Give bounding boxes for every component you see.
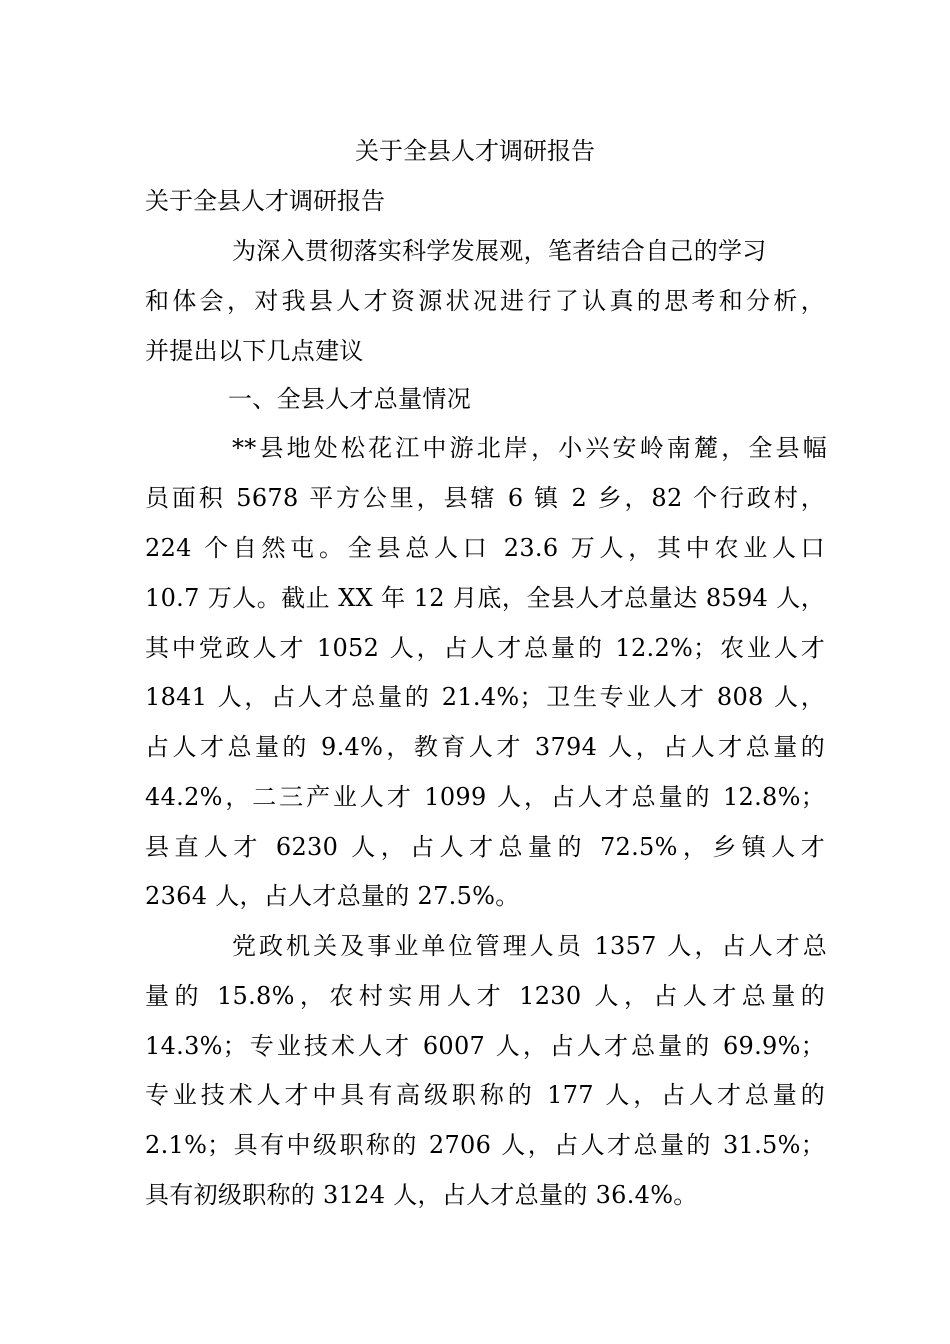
paragraph-line: 44.2%，二三产业人才 1099 人，占人才总量的 12.8%； [145,783,825,811]
section-heading: 一、全县人才总量情况 [228,385,471,413]
paragraph-line: 县直人才 6230 人，占人才总量的 72.5%，乡镇人才 [145,833,825,861]
paragraph-line: 224 个自然屯。全县总人口 23.6 万人，其中农业人口 [145,534,825,562]
paragraph-line: 2364 人，占人才总量的 27.5%。 [145,882,520,910]
paragraph-line: 占人才总量的 9.4%，教育人才 3794 人，占人才总量的 [145,733,825,761]
paragraph-line: 其中党政人才 1052 人，占人才总量的 12.2%；农业人才 [145,634,825,662]
paragraph-line: 10.7 万人。截止 XX 年 12 月底，全县人才总量达 8594 人， [145,584,825,612]
paragraph-line: 党政机关及事业单位管理人员 1357 人，占人才总 [232,932,827,960]
document-subtitle: 关于全县人才调研报告 [145,187,385,215]
intro-line: 和体会，对我县人才资源状况进行了认真的思考和分析， [145,287,825,315]
paragraph-line: 专业技术人才中具有高级职称的 177 人，占人才总量的 [145,1081,825,1109]
paragraph-line: 1841 人，占人才总量的 21.4%；卫生专业人才 808 人， [145,683,825,711]
paragraph-line: **县地处松花江中游北岸，小兴安岭南麓，全县幅 [232,434,827,462]
paragraph-line: 量的 15.8%，农村实用人才 1230 人，占人才总量的 [145,982,825,1010]
document-title: 关于全县人才调研报告 [355,137,595,165]
intro-line: 为深入贯彻落实科学发展观，笔者结合自己的学习 [232,237,767,265]
paragraph-line: 员面积 5678 平方公里，县辖 6 镇 2 乡，82 个行政村， [145,484,825,512]
paragraph-line: 2.1%；具有中级职称的 2706 人，占人才总量的 31.5%； [145,1131,825,1159]
paragraph-line: 14.3%；专业技术人才 6007 人，占人才总量的 69.9%； [145,1032,825,1060]
paragraph-line: 具有初级职称的 3124 人，占人才总量的 36.4%。 [145,1181,698,1209]
intro-line: 并提出以下几点建议 [145,337,364,365]
